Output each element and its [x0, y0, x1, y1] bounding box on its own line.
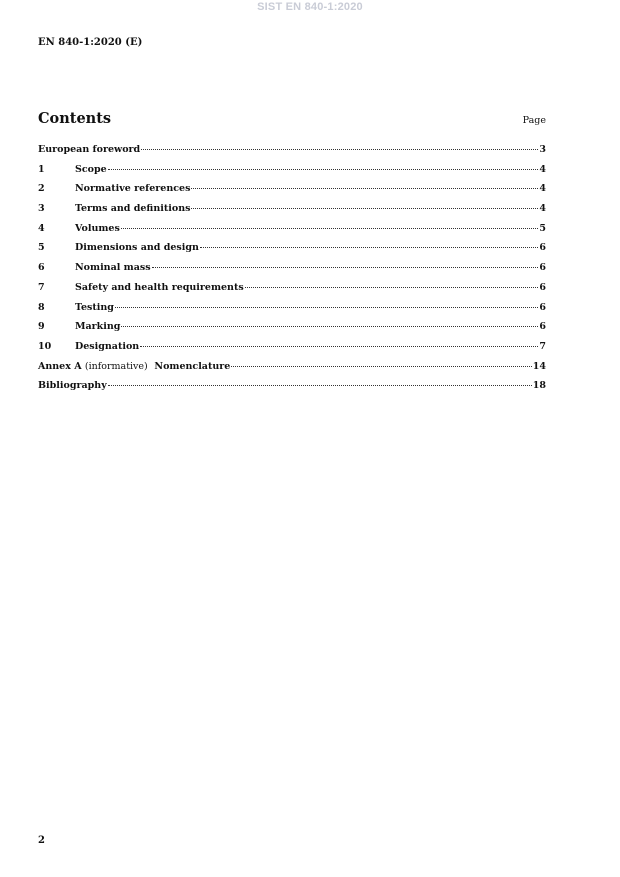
toc-entry-label: Volumes: [75, 222, 120, 234]
toc-entry-label: Scope: [75, 163, 107, 175]
toc-entry-title: [38, 144, 140, 155]
toc-entry-label: Safety and health requirements: [75, 281, 244, 293]
toc-entry-page: 6: [539, 301, 546, 313]
toc-entry-label: European foreword: [38, 144, 141, 155]
toc-header: [38, 110, 546, 127]
toc-title: Contents: [38, 110, 112, 127]
toc-entry[interactable]: [38, 144, 546, 164]
watermark: SIST EN 840-1:2020: [257, 1, 363, 13]
toc-dot-leader: [108, 169, 539, 170]
document-id: EN 840-1:2020 (E): [38, 37, 143, 48]
toc-entry-page: 14: [532, 360, 546, 372]
toc-entry-label: Marking: [75, 321, 121, 333]
toc-entry-title: [75, 262, 151, 273]
toc-entry[interactable]: [38, 282, 546, 302]
toc-entry-label: Normative references: [75, 183, 191, 195]
toc-dot-leader: [152, 267, 539, 268]
toc-entry-title: [75, 302, 114, 313]
toc-entry-label: Bibliography: [38, 380, 107, 392]
toc-entry-title: [75, 242, 199, 253]
toc-entry-page: 3: [539, 144, 546, 155]
toc-entry-number: 1: [38, 163, 45, 175]
toc-entry[interactable]: [38, 361, 546, 381]
toc-entry[interactable]: [38, 183, 546, 203]
toc-entry-title: [38, 380, 107, 391]
toc-entry-page: 6: [539, 321, 546, 333]
toc-entry-page: 5: [539, 222, 546, 234]
toc-entry-title: [75, 223, 120, 234]
toc-page-label: Page: [522, 115, 546, 126]
toc-entry-page: 4: [539, 183, 546, 195]
toc-entry-label: Dimensions and design: [75, 242, 199, 254]
toc-entry[interactable]: [38, 223, 546, 243]
toc-entry-page: 4: [539, 163, 546, 175]
toc-entry-number: 7: [38, 281, 45, 293]
annex-label: Annex A: [38, 360, 82, 372]
toc-dot-leader: [121, 326, 538, 327]
page-number: 2: [38, 835, 45, 846]
toc-dot-leader: [115, 307, 538, 308]
toc-entry-number: 8: [38, 301, 45, 313]
toc-entry-number: 6: [38, 262, 45, 274]
toc-entry-number: 5: [38, 242, 45, 254]
toc-entry[interactable]: [38, 380, 546, 400]
toc-dot-leader: [231, 366, 531, 367]
toc-entry-title: [38, 361, 230, 372]
toc-entry-label: Testing: [75, 301, 114, 313]
annex-type: (informative): [84, 360, 148, 372]
toc-entry-label: Designation: [75, 340, 140, 352]
toc-entry-page: 18: [532, 380, 546, 392]
toc-entry-number: 2: [38, 183, 45, 195]
toc-entry-title: [75, 183, 190, 194]
toc-entry-title: [75, 203, 190, 214]
toc-entry-number: 10: [38, 340, 52, 352]
toc-dot-leader: [191, 208, 538, 209]
toc-list: [38, 144, 546, 400]
toc-entry[interactable]: [38, 262, 546, 282]
toc-dot-leader: [141, 149, 538, 150]
toc-dot-leader: [121, 228, 539, 229]
toc-entry-page: 6: [539, 262, 546, 274]
toc-entry[interactable]: [38, 203, 546, 223]
toc-entry-label: Terms and definitions: [75, 203, 191, 215]
toc-entry-title: [75, 341, 139, 352]
toc-dot-leader: [140, 346, 538, 347]
toc-entry-label: Nomenclature: [154, 360, 231, 372]
toc-entry[interactable]: [38, 164, 546, 184]
toc-entry-number: 3: [38, 203, 45, 215]
toc-entry-page: 6: [539, 242, 546, 254]
toc-entry[interactable]: [38, 341, 546, 361]
toc-entry[interactable]: [38, 321, 546, 341]
toc-entry[interactable]: [38, 302, 546, 322]
toc-dot-leader: [191, 188, 538, 189]
toc-entry-label: Nominal mass: [75, 262, 151, 274]
toc-entry-number: 4: [38, 222, 45, 234]
toc-entry-number: 9: [38, 321, 45, 333]
toc-entry-title: [75, 321, 120, 332]
toc-entry[interactable]: [38, 242, 546, 262]
toc-entry-title: [75, 164, 107, 175]
toc-dot-leader: [245, 287, 539, 288]
toc-entry-page: 7: [539, 340, 546, 352]
toc-dot-leader: [108, 385, 532, 386]
toc-entry-page: 4: [539, 203, 546, 215]
toc-dot-leader: [200, 247, 538, 248]
toc-entry-title: [75, 282, 244, 293]
toc-entry-page: 6: [539, 281, 546, 293]
